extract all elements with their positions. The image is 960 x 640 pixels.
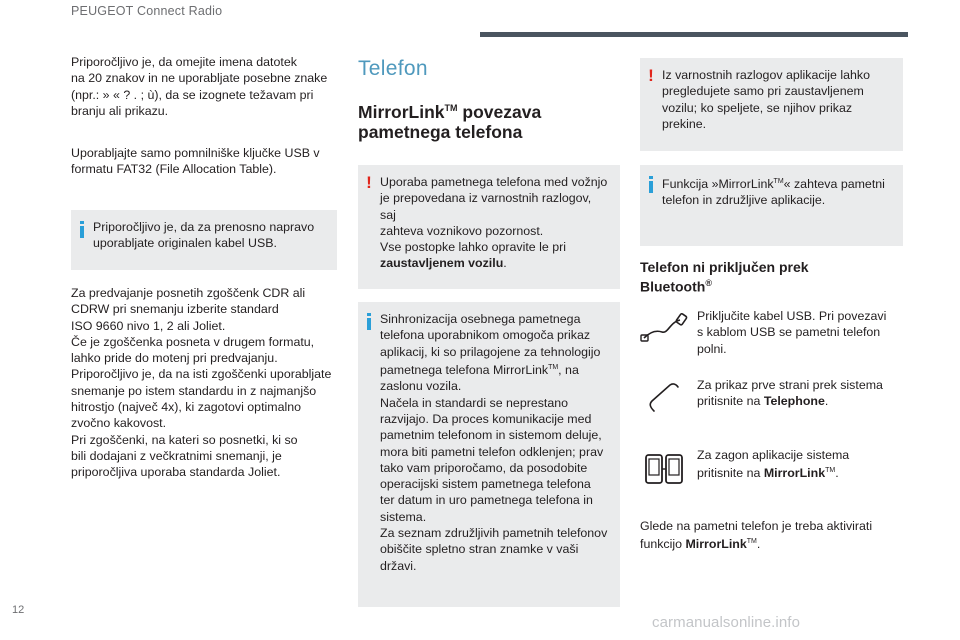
info-box-requirement-text: Funkcija »MirrorLink™« zahteva pametni telefon in združljive aplikacije. [662,177,885,208]
section-title: Telefon [358,57,428,80]
header-title: PEUGEOT Connect Radio [71,4,223,18]
bluetooth-subheading: Telefon ni priključen prek Bluetooth® [640,259,809,295]
warning-icon: ! [366,173,372,192]
final-note: Glede na pametni telefon je treba aktivirati funkcijo MirrorLink™. [640,519,873,552]
info-box-usb-cable-text: Priporočljivo je, da za prenosno napravo uporabljate originalen kabel USB. [93,220,315,251]
step-usb-cable-text: Priključite kabel USB. Pri povezavi s kablom USB se pametni telefon polni. [697,309,887,356]
info-icon [364,313,374,329]
cd-standard-advice-wrap [71,285,343,481]
step-mirrorlink-text: Za zagon aplikacije sistema pritisnite na MirrorLink™. [697,448,850,481]
info-icon [77,221,87,237]
usb-cable-icon [640,308,688,348]
mirrorlink-subtitle: MirrorLink™ povezava pametnega telefona [358,101,542,142]
usb-format-advice-wrap [71,145,341,178]
info-icon [646,176,656,192]
usb-format-advice: Uporabljajte samo pomnilniške ključke USB v formatu FAT32 (File Allocation Table). [71,146,320,177]
left-column [71,54,341,119]
mirrorlink-icon [640,447,688,489]
header-bar [480,32,908,37]
warning-box-safety [640,58,903,151]
step-mirrorlink [640,447,908,492]
step-telephone-text: Za prikaz prve strani prek sistema pritisnite na Telephone. [697,378,883,409]
step-telephone [640,377,908,417]
info-box-usb-cable [71,210,337,270]
final-note-wrap [640,518,910,553]
warning-box-driving [358,165,620,289]
filename-advice: Priporočljivo je, da omejite imena datotek na 20 znakov in ne uporabljate posebne znake (npr.: » « ? . ; ù), da se izognete težavam pri branju ali prikazu. [71,55,328,118]
watermark: carmanualsonline.info [652,614,801,631]
info-box-sync [358,302,620,607]
page-number: 12 [12,604,25,616]
warning-box-safety-text: Iz varnostnih razlogov aplikacije lahko pregledujete samo pri zaustavljenem vozilu; ko speljete, se njihov prikaz prekine. [662,68,870,131]
info-box-sync-text: Sinhronizacija osebnega pametnega telefona uporabnikom omogoča prikaz aplikacij, ki so prilagojene za tehnologijo pametnega telefona MirrorLink™, na zaslonu vozila. Načela in standardi se neprestano razvijajo. Da proces komunikacije med pametnim telefonom in sistemom deluje, mora biti pametni telefon odklenjen; prav tako vam priporočamo, da posodobite operacijski sistem pametnega telefona ter datum in uro pametnega telefona in sistema. Za seznam združljivih pametnih telefonov obiščite spletno stran znamke v vaši državi. [380,312,608,573]
warning-icon: ! [648,66,654,85]
warning-box-driving-text: Uporaba pametnega telefona med vožnjo je prepovedana iz varnostnih razlogov, saj zahteva voznikovo pozornost. Vse postopke lahko opravite le pri zaustavljenem vozilu. [380,175,608,271]
info-box-requirement [640,165,903,246]
step-usb-cable [640,308,908,358]
cd-standard-advice: Za predvajanje posnetih zgoščenk CDR ali CDRW pri snemanju izberite standard ISO 9660 nivo 1, 2 ali Joliet. Če je zgoščenka posneta v drugem formatu, lahko pride do motenj pri predvajanju. Priporočljivo je, da na isti zgoščenki uporabljate snemanje po istem standardu in z najmanjšo hitrostjo (največ 4x), ki zagotovi optimalno zvočno kakovost. Pri zgoščenki, na kateri so posnetki, ki so bili dodajani z večkratnimi snemanji, je priporočljiva uporaba standarda Joliet. [71,286,332,480]
phone-handset-icon [640,377,688,417]
